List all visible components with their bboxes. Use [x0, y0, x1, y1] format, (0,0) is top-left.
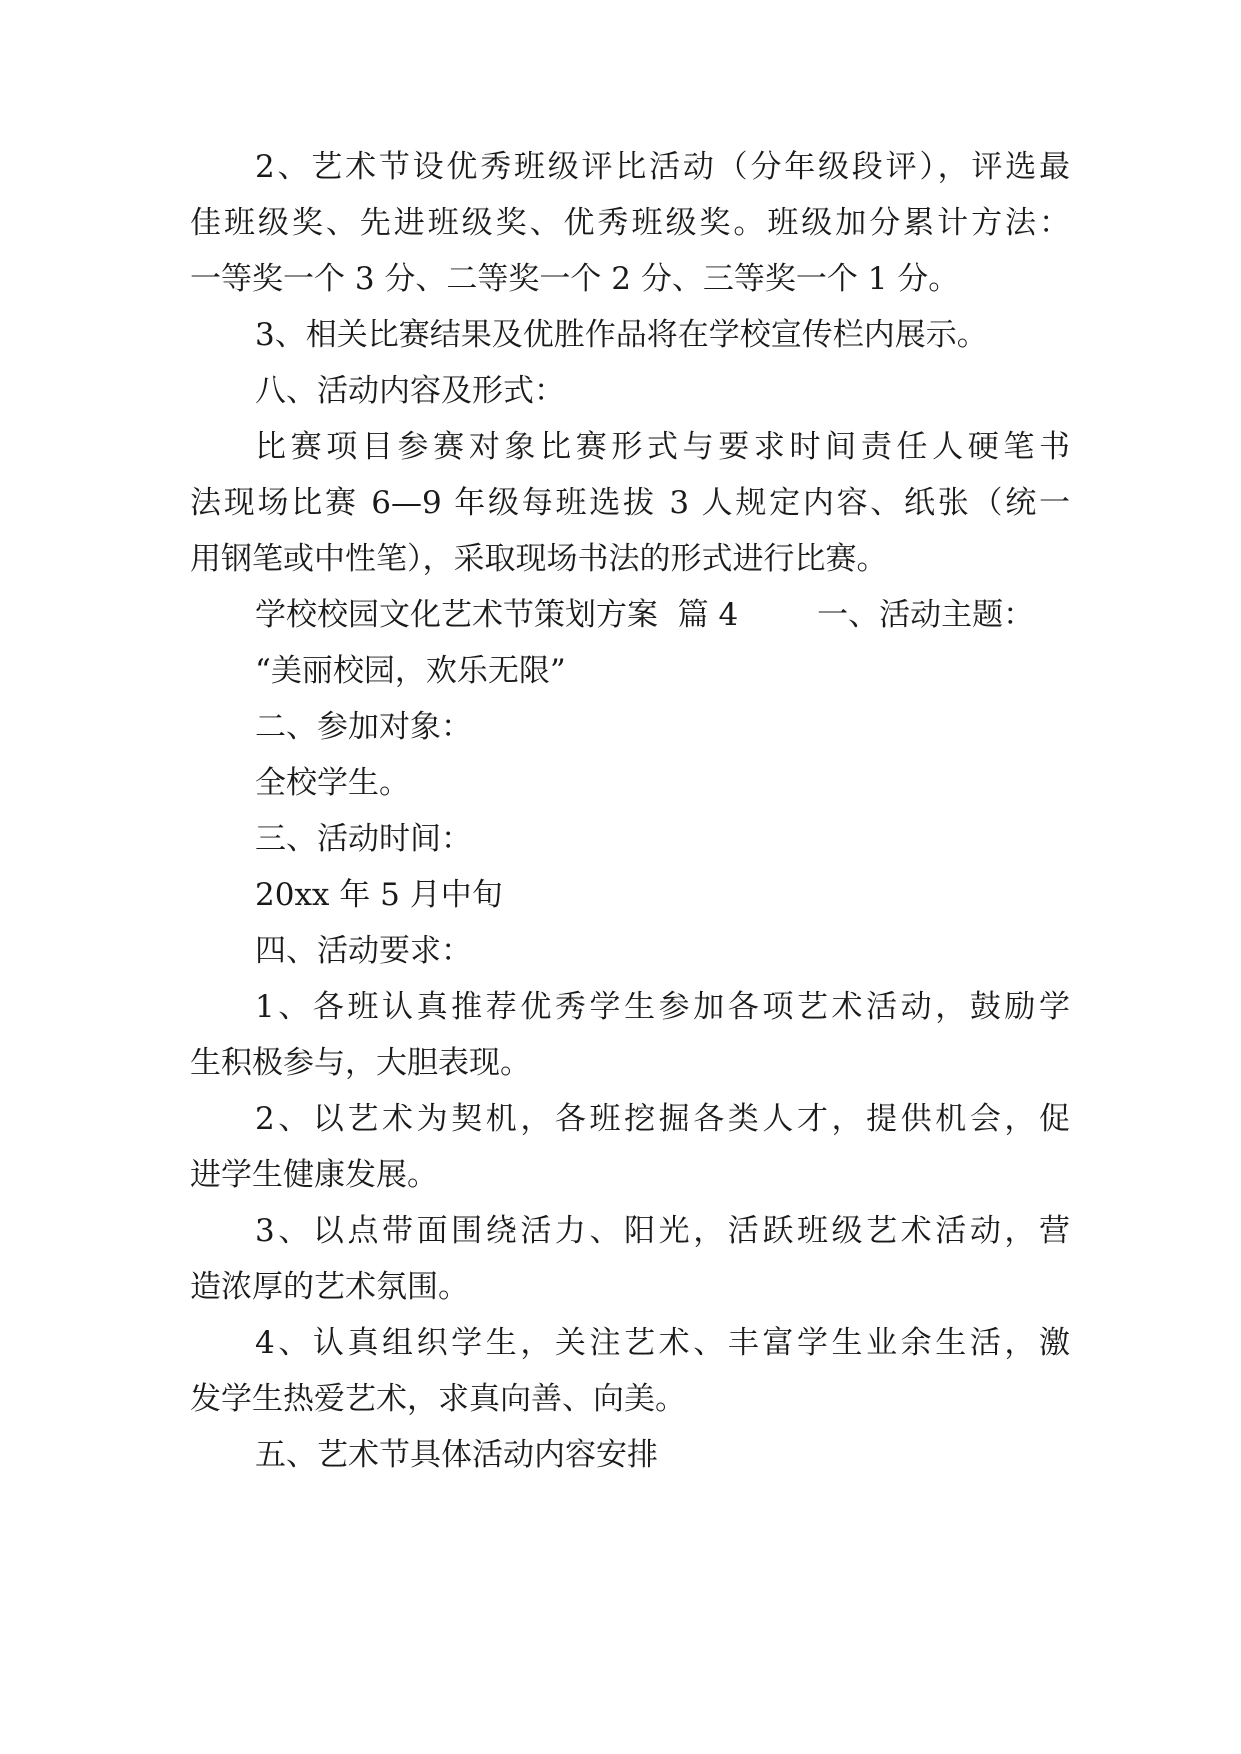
text-line: 一等奖一个 3 分、二等奖一个 2 分、三等奖一个 1 分。	[190, 261, 960, 297]
text-line: 20xx 年 5 月中旬	[255, 877, 503, 913]
section-heading: 八、活动内容及形式：	[255, 373, 565, 409]
section-heading: 五、艺术节具体活动内容安排	[255, 1437, 658, 1473]
text-line: 生积极参与，大胆表现。	[190, 1045, 531, 1081]
text-line: 用钢笔或中性笔），采取现场书法的形式进行比赛。	[190, 541, 888, 577]
section-heading: 三、活动时间：	[255, 821, 472, 857]
text-line: “美丽校园，欢乐无限”	[255, 653, 566, 689]
text-line: 造浓厚的艺术氛围。	[190, 1269, 469, 1305]
text-line: 1、各班认真推荐优秀学生参加各项艺术活动，鼓励学	[255, 989, 1070, 1025]
text-line: 2、艺术节设优秀班级评比活动（分年级段评），评选最	[255, 149, 1070, 185]
text-line: 全校学生。	[255, 765, 410, 801]
text-line: 比赛项目参赛对象比赛形式与要求时间责任人硬笔书	[255, 429, 1070, 465]
text-line: 进学生健康发展。	[190, 1157, 438, 1193]
text-line: 3、以点带面围绕活力、阳光，活跃班级艺术活动，营	[255, 1213, 1070, 1249]
text-line: 法现场比赛 6—9 年级每班选拔 3 人规定内容、纸张（统一	[190, 485, 1070, 521]
text-line: 4、认真组织学生，关注艺术、丰富学生业余生活，激	[255, 1325, 1070, 1361]
text-line: 发学生热爱艺术，求真向善、向美。	[190, 1381, 686, 1417]
text-line: 3、相关比赛结果及优胜作品将在学校宣传栏内展示。	[255, 317, 988, 353]
text-line: 佳班级奖、先进班级奖、优秀班级奖。班级加分累计方法：	[190, 205, 1070, 241]
article-title-line: 学校校园文化艺术节策划方案 篇 4 一、活动主题：	[255, 597, 1035, 633]
section-heading: 四、活动要求：	[255, 933, 472, 969]
section-heading: 二、参加对象：	[255, 709, 472, 745]
text-line: 2、以艺术为契机，各班挖掘各类人才，提供机会，促	[255, 1101, 1070, 1137]
